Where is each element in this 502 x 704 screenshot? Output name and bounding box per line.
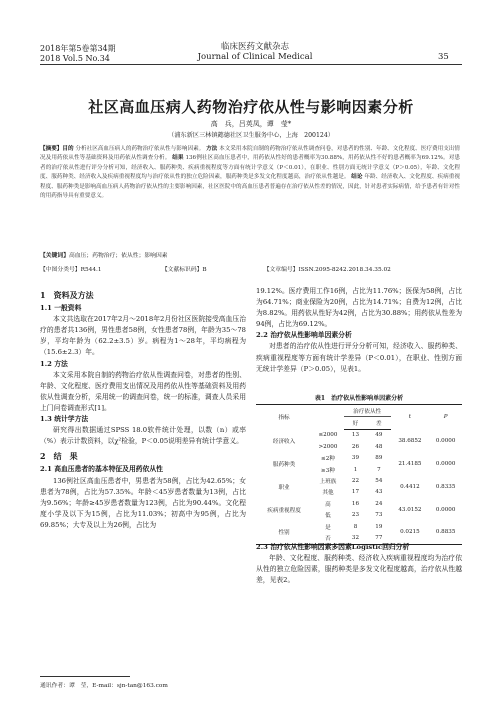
table-cell: 服药种类 xyxy=(272,461,296,468)
footnote: 通讯作者：谭 莹，E-mail：sjn-tan@163.com xyxy=(40,683,168,689)
paragraph: 年龄、文化程度、服药种类、经济收入疾病重视程度均为治疗依从性的独立危险因素，服药种类是多发文化程度越高，治疗依从性越差，见表2。 xyxy=(256,554,462,585)
table-cell: 73 xyxy=(375,512,383,519)
table-title: 表1 治疗依从性影响单因素分析 xyxy=(314,395,404,402)
authors: 高 兵，吕英凤，谭 莹* xyxy=(210,120,292,128)
table-cell: 否 xyxy=(312,532,344,544)
table-cell: 0.8835 xyxy=(429,521,462,544)
journal-en: Journal of Clinical Medical xyxy=(197,52,313,62)
table-cell: 其他 xyxy=(322,490,334,497)
table-cell: 17 xyxy=(351,489,360,496)
footnote-rule xyxy=(40,676,130,677)
journal-name xyxy=(170,42,340,62)
paragraph: 19.12%。医疗费用工作16例，占比为11.76%；医保为58例，占比为64.71%；商业保险为20例，占比为14.71%；自费为12例，占比为8.82%。用药依从性好为42例，占比为30.88%；用药依从性差为94例，占比为69.12%。 xyxy=(256,287,462,329)
table-header: P xyxy=(429,405,462,430)
table-cell: 22 xyxy=(351,478,360,485)
subsection-heading: 1.1 一般资料 xyxy=(40,304,82,313)
table-header: t xyxy=(391,405,430,430)
section-heading: 2 结 果 xyxy=(40,451,78,462)
paragraph: 研究得出数据通过SPSS 18.0软件统计处理，以数（n）或率（%）表示计数资料，以χ²检验，P＜0.05说明差异有统计学意义。 xyxy=(40,426,246,446)
subsection-heading: 1.2 方法 xyxy=(40,359,68,368)
paragraph: 本文共选取在2017年2月～2018年2月份社区医院接受高血压治疗的患者共136例，男性患者58例，女性患者78例，年龄为35～78岁，平均年龄为（62.2±3.5）岁。病程为1～28年，平均病程为（15.6±2.3）年。 xyxy=(40,315,246,357)
table-cell: 23 xyxy=(351,512,360,519)
table-cell: 1 xyxy=(353,466,358,473)
abstract xyxy=(40,145,460,201)
table-cell: 54 xyxy=(375,478,383,485)
clc-number: 【中图分类号】R544.1 xyxy=(40,267,102,273)
header-rule xyxy=(40,64,462,65)
table-cell: 49 xyxy=(375,432,383,439)
right-column-bottom xyxy=(256,542,462,586)
table-cell: 低 xyxy=(325,513,331,520)
table-cell: 48 xyxy=(375,443,383,450)
article-number: 【文章编号】ISSN.2095-8242.2018.34.35.02 xyxy=(263,267,391,273)
table-cell: >2000 xyxy=(318,443,338,450)
table-cell: 43 xyxy=(375,489,383,496)
abstract-method: 本文采用本院自制的药物治疗依从性调查问卷，对患者的性别、年龄、文化程度、医疗费用支出情况及用药依从性等基础资料及用药依从性调查分析。 xyxy=(40,146,460,162)
table-cell: 0.0215 xyxy=(391,521,430,544)
table-cell: 13 xyxy=(351,432,360,439)
abstract-conclusion: 年龄、经济收入、文化程度、疾病重视程度、服药种类是影响高血压病人药物治疗依从性的主要影响因素，社区医院中的高血压患者普遍存在治疗依从性差的情况，因此，针对患者实际病情，给予患者有针对性的用药指导具有重要意义。 xyxy=(40,174,460,200)
table-cell: 24 xyxy=(375,500,383,507)
table-cell: 是 xyxy=(325,524,331,531)
table-cell: 21.4185 xyxy=(398,460,422,467)
table-cell: 0.0000 xyxy=(435,437,456,444)
doc-code: 【文献标识码】B xyxy=(161,267,207,273)
table-cell: 32 xyxy=(344,532,367,544)
table-cell: 19 xyxy=(375,523,383,530)
table-cell: 8 xyxy=(353,523,358,530)
subsection-heading: 1.3 统计学方法 xyxy=(40,415,89,424)
table-header xyxy=(312,405,344,430)
section-heading: 1 资料及方法 xyxy=(40,290,94,300)
journal-cn: 临床医药文献杂志 xyxy=(220,42,289,52)
paragraph: 136例社区高血压患者中，男患者为58例，占比为42.65%；女患者为78例，占比为57.35%。年龄＜45岁患者数量为13例，占比为9.56%；年龄≥45岁患者数量为123例，占比为90.44%。文化程度小学及以下为15例，占比为11.03%；初高中为95例，占比为69.85%；大专及以上为26例，占比为 xyxy=(40,476,246,529)
abstract-objective: 分析社区高血压病人的药物治疗依从性与影响因素。 xyxy=(75,146,205,152)
table-header: 差 xyxy=(367,417,390,429)
table-cell: 26 xyxy=(351,443,360,450)
table-cell: 高 xyxy=(325,501,331,508)
abstract-label: 【摘要】目的 xyxy=(40,146,74,152)
keywords-text: 高血压；药物治疗；依从性；影响因素 xyxy=(69,253,168,259)
table-cell: 43.0152 xyxy=(398,506,422,513)
page-number: 35 xyxy=(438,52,449,62)
abstract-result-label: 结果 xyxy=(172,155,184,162)
table-cell: 39 xyxy=(351,455,360,462)
issue-en: 2018 Vol.5 No.34 xyxy=(40,54,110,63)
table-cell: 性别 xyxy=(256,521,312,544)
affiliation: （浦东新区三林镇懿德社区卫生服务中心，上海 200124） xyxy=(168,132,334,139)
keywords xyxy=(40,250,460,259)
right-column xyxy=(256,286,462,375)
table-cell: 职业 xyxy=(278,484,290,491)
subsection-heading: 2.1 高血压患者的基本特征及用药依从性 xyxy=(40,465,163,474)
abstract-conclusion-label: 结论 xyxy=(351,174,363,181)
classification xyxy=(40,264,460,273)
table-cell: 16 xyxy=(351,500,360,507)
subsection-heading: 2.3 治疗依从性影响因素多因素Logistic回归分析 xyxy=(256,543,410,551)
abstract-method-label: 方法 xyxy=(206,146,218,152)
subsection-heading: 2.2 治疗依从性影响单因素分析 xyxy=(256,331,352,340)
table-cell: ≥3种 xyxy=(321,467,335,474)
paragraph: 本文采用本院自制的药物治疗依从性调查问卷，对患者的性别、年龄、文化程度、医疗费用支出情况及用药依从性等基础资料及用药依从性调查分析，采用统一的调查问卷，统一的标准，调查人员采用上门问卷调查形式[1]。 xyxy=(40,370,246,412)
table-1 xyxy=(256,404,462,545)
paragraph: 对患者的治疗依从性进行评分分析可知，经济收入、服药种类、疾病重视程度等方面有统计学差异（P＜0.01），在职业、性别方面无统计学差异（P＞0.05），见表1。 xyxy=(256,342,462,373)
article-title: 社区高血压病人药物治疗依从性与影响因素分析 xyxy=(88,98,414,116)
table-cell: 89 xyxy=(375,455,383,462)
issue-info xyxy=(40,44,116,64)
table-cell: 0.0000 xyxy=(435,506,456,513)
left-column xyxy=(40,286,246,531)
table-cell: 7 xyxy=(377,466,381,473)
table-cell: 77 xyxy=(367,532,390,544)
table-header: 指标 xyxy=(256,405,312,430)
abstract-result: 136例社区高血压患者中，用药依从性好的患者概率为30.88%，用药依从性不好的患者概率为69.12%。对患者的治疗依从性进行评分分析可知，经济收入、服药种类、疾病重视程度等方面有统计学意义（P＜0.01），在职业、性别方面无统计学意义（P＞0.05），年龄、文化程度、服药种类、经济收入及疾病重视程度均与治疗依从性的独立危险因素，服药种类是多发文化程度越高，治疗依从性越是。 xyxy=(40,155,460,181)
table-cell: 0.0000 xyxy=(435,460,456,467)
issue-cn: 2018年第5卷第34期 xyxy=(40,44,116,53)
table-cell: 经济收入 xyxy=(272,438,296,445)
table-cell: ≤2种 xyxy=(321,456,335,463)
keywords-label: 【关键词】 xyxy=(40,253,69,259)
table-cell: ≤2000 xyxy=(318,432,338,439)
table-header: 好 xyxy=(344,417,367,429)
table-header: 治疗依从性 xyxy=(344,405,391,417)
table-cell: 0.8335 xyxy=(435,483,456,490)
table-cell: 疾病重视程度 xyxy=(267,507,301,514)
table-cell: 38.6852 xyxy=(398,437,422,444)
table-cell: 上班族 xyxy=(319,479,337,486)
table-cell: 0.4412 xyxy=(400,483,420,490)
